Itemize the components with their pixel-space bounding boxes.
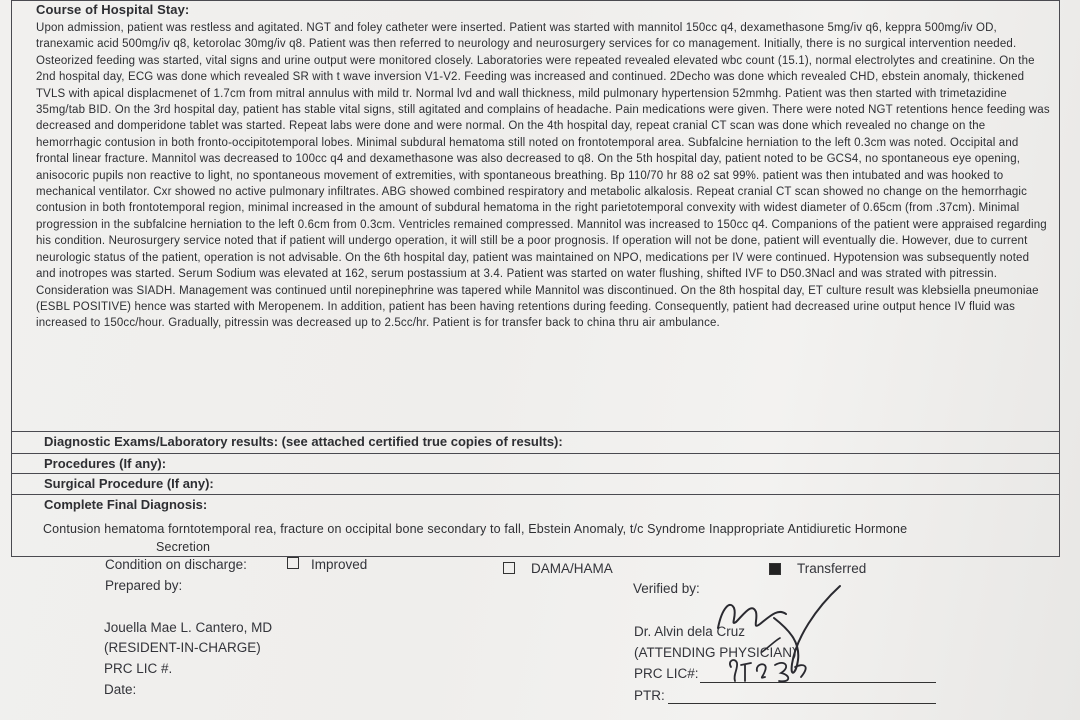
verified-by-label: Verified by: [633, 581, 700, 596]
final-diagnosis-line2: Secretion [156, 540, 211, 554]
surgical-row [11, 473, 1060, 494]
prepared-date: Date: [104, 682, 137, 697]
verified-name: Dr. Alvin dela Cruz [634, 624, 746, 639]
verified-ptr: PTR: [634, 688, 665, 703]
course-title: Course of Hospital Stay: [36, 2, 190, 17]
dama-hama-checkbox[interactable] [503, 562, 515, 574]
transferred-checkbox[interactable] [769, 563, 781, 575]
prepared-role: (RESIDENT-IN-CHARGE) [104, 640, 261, 655]
verified-role: (ATTENDING PHYSICIAN) [634, 645, 797, 660]
final-diagnosis-label: Complete Final Diagnosis: [44, 497, 208, 512]
procedures-label: Procedures (If any): [44, 456, 167, 471]
final-diagnosis-line1: Contusion hematoma forntotemporal rea, fracture on occipital bone secondary to fall, Ebstein Anomaly, t/c Syndrome Inappropriate Antidiuretic Hormone [43, 522, 908, 536]
final-diagnosis-text [43, 520, 1053, 556]
procedures-row [11, 453, 1060, 473]
prepared-name: Jouella Mae L. Cantero, MD [104, 620, 273, 635]
surgical-label: Surgical Procedure (If any): [44, 476, 214, 491]
diagnostic-row [11, 431, 1060, 453]
course-paragraph: Upon admission, patient was restless and agitated. NGT and foley catheter were inserted. Patient was started with mannitol 150cc q4, dexamethasone 5mg/iv q6, keppra 500mg/iv OD, tranexamic acid 500mg/iv q8, ketorolac 30mg/iv q8. Patient was then referred to neurology and neurosurgery services for co management. Initially, there is no surgical intervention needed. Osteorized feeding was started, vital signs and urine output were monitored closely. Laboratories were repeated revealed elevated wbc count (15.1), normal electrolytes and creatinine. On the 2nd hospital day, ECG was done which revealed SR with t wave inversion V1-V2. Feeding was increased and continued. 2Decho was done which revealed CHD, ebstein anomaly, thickened TVLS with apical displacmenet of 1.7cm from mitral annulus with mild tr. Normal lvd and wall thickness, mild pulmonary hypertension 52mmhg. Patient was then started with trimetazidine 35mg/tab BID. On the 3rd hospital day, patient has stable vital signs, still agitated and complains of headache. Pain medications were given. There were noted NGT retentions hence feeding was decreased and domperidone tablet was started. Repeat labs were done and were normal. On the 4th hospital day, repeat cranial CT scan was done which revealed no change on the hemorrhagic contusion in both fronto-occipitotemporal lobes. Minimal subdural hematoma still noted on frontotemporal area. Subfalcine herniation to the left 0.3cm was noted. Occipital and frontal linear fracture. Mannitol was decreased to 100cc q4 and dexamethasone was also decreased to q8. On the 5th hospital day, patient noted to be GCS4, no spontaneous eye opening, anisocoric pupils non reactive to light, no spontaneous movement of extremities, with spontaneous breathing. Bp 110/70 hr 88 o2 sat 99%. patient was then intubated and was hooked to mechanical ventilator. Cxr showed no active pulmonary infiltrates. ABG showed combined respiratory and metabolic alkalosis. Repeat cranial CT scan showed no change on the hemorrhagic contusion in both frontotemporal region, minimal increased in the amount of subdural hematoma in the right parietotemporal convexity with widest diameter of 0.65cm (from .37cm). Minimal progression in the subfalcine herniation to the left 0.6cm from 0.3cm. Ventricles remained compressed. Mannitol was increased to 150cc q4. Companions of the patient were appraised regarding his condition. Neurosurgery service noted that if patient will undergo operation, it will still be a poor prognosis. If operation will not be done, patient will eventually die. However, due to current neurologic status of the patient, operation is not advisable. On the 6th hospital day, patient was maintained on NPO, medications per IV were continued. Hypotension was subsequently noted and inotropes was started. Serum Sodium was elevated at 162, serum postassium at 3.4. Patient was started on water flushing, shifted IVF to D50.3Nacl and was strated with pitressin. Consideration was SIADH. Management was continued until norepinephrine was tapered while Mannitol was discontinued. On the 8th hospital day, ET culture result was klebsiella pneumoniae (ESBL POSITIVE) hence was started with Meropenem. In addition, patient has been having retentions during feeding. Consequently, patient had decreased urine output hence IV fluid was increased to 150cc/hour. Gradually, pitressin was decreased up to 2.5cc/hr. Patient is for transfer back to china thru air ambulance. [36, 22, 1050, 330]
ptr-line [668, 703, 936, 704]
prepared-prc: PRC LIC #. [104, 661, 173, 676]
improved-checkbox[interactable] [287, 557, 299, 569]
transferred-label: Transferred [797, 561, 867, 576]
handwritten-date [725, 655, 815, 687]
improved-label: Improved [311, 557, 368, 572]
diagnostic-label: Diagnostic Exams/Laboratory results: (see attached certified true copies of results): [44, 434, 563, 449]
verified-prc: PRC LIC#: [634, 666, 699, 681]
prepared-by-label: Prepared by: [105, 578, 183, 593]
dama-hama-label: DAMA/HAMA [531, 561, 613, 576]
discharge-label: Condition on discharge: [105, 557, 247, 572]
